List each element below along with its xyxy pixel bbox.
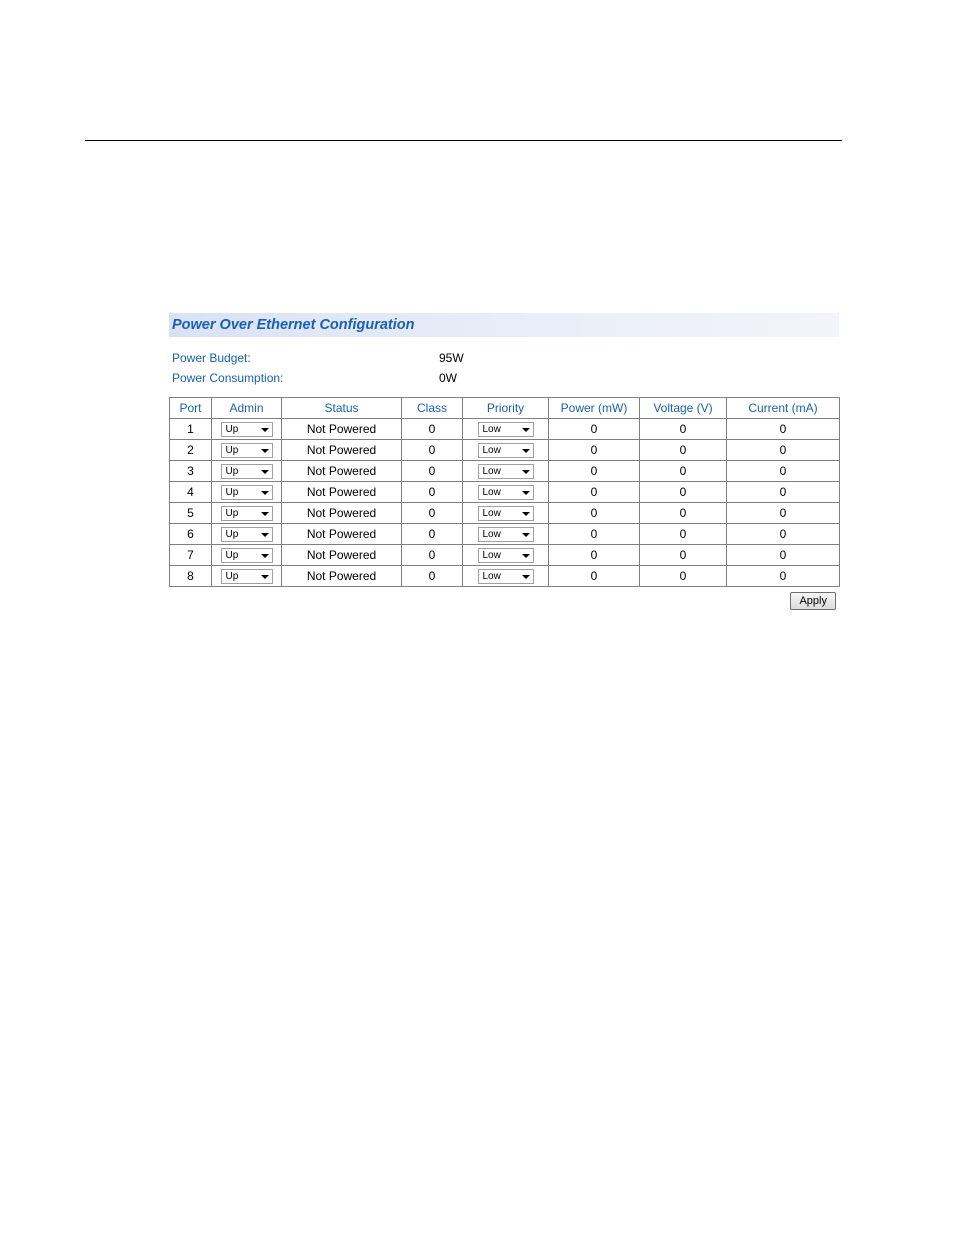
class-cell: 0 (402, 545, 463, 566)
poe-port-table (169, 397, 840, 587)
power-cell: 0 (549, 419, 640, 440)
status-cell: Not Powered (282, 503, 402, 524)
col-header-power: Power (mW) (549, 398, 640, 419)
power-cell: 0 (549, 503, 640, 524)
power-consumption-value: 0W (439, 371, 457, 385)
chevron-down-icon (261, 512, 269, 516)
admin-select[interactable] (221, 569, 273, 584)
admin-select-value: Up (225, 549, 239, 561)
admin-select[interactable] (221, 464, 273, 479)
priority-select-value: Low (482, 528, 501, 540)
power-cell: 0 (549, 545, 640, 566)
port-number: 3 (170, 461, 212, 482)
admin-select-value: Up (225, 528, 239, 540)
col-header-voltage: Voltage (V) (640, 398, 727, 419)
table-row (170, 482, 840, 503)
status-cell: Not Powered (282, 461, 402, 482)
priority-select[interactable] (478, 443, 534, 458)
col-header-port: Port (170, 398, 212, 419)
chevron-down-icon (522, 512, 530, 516)
col-header-current: Current (mA) (727, 398, 840, 419)
status-cell: Not Powered (282, 482, 402, 503)
power-cell: 0 (549, 524, 640, 545)
col-header-priority: Priority (463, 398, 549, 419)
priority-select-value: Low (482, 507, 501, 519)
chevron-down-icon (522, 491, 530, 495)
table-row (170, 566, 840, 587)
current-cell: 0 (727, 419, 840, 440)
power-consumption-row (169, 367, 839, 387)
current-cell: 0 (727, 566, 840, 587)
chevron-down-icon (522, 533, 530, 537)
chevron-down-icon (261, 428, 269, 432)
chevron-down-icon (522, 449, 530, 453)
current-cell: 0 (727, 503, 840, 524)
priority-select-value: Low (482, 423, 501, 435)
current-cell: 0 (727, 482, 840, 503)
power-budget-value: 95W (439, 351, 464, 365)
voltage-cell: 0 (640, 419, 727, 440)
chevron-down-icon (261, 491, 269, 495)
admin-select-value: Up (225, 570, 239, 582)
power-budget-label: Power Budget: (172, 351, 251, 365)
priority-select[interactable] (478, 569, 534, 584)
admin-select[interactable] (221, 548, 273, 563)
table-row (170, 524, 840, 545)
current-cell: 0 (727, 461, 840, 482)
priority-select-value: Low (482, 549, 501, 561)
power-cell: 0 (549, 566, 640, 587)
power-consumption-label: Power Consumption: (172, 371, 284, 385)
priority-select-value: Low (482, 570, 501, 582)
table-row (170, 545, 840, 566)
chevron-down-icon (261, 554, 269, 558)
table-row (170, 419, 840, 440)
admin-select-value: Up (225, 444, 239, 456)
priority-select-value: Low (482, 444, 501, 456)
table-header-row (170, 398, 840, 419)
class-cell: 0 (402, 461, 463, 482)
status-cell: Not Powered (282, 440, 402, 461)
admin-select[interactable] (221, 485, 273, 500)
port-number: 4 (170, 482, 212, 503)
power-cell: 0 (549, 482, 640, 503)
status-cell: Not Powered (282, 524, 402, 545)
poe-config-panel (169, 313, 839, 610)
priority-select[interactable] (478, 527, 534, 542)
chevron-down-icon (261, 470, 269, 474)
col-header-status: Status (282, 398, 402, 419)
table-row (170, 461, 840, 482)
class-cell: 0 (402, 482, 463, 503)
chevron-down-icon (522, 428, 530, 432)
priority-select[interactable] (478, 422, 534, 437)
status-cell: Not Powered (282, 545, 402, 566)
top-divider (85, 140, 842, 141)
table-row (170, 440, 840, 461)
voltage-cell: 0 (640, 566, 727, 587)
panel-header (169, 313, 839, 337)
voltage-cell: 0 (640, 461, 727, 482)
port-number: 5 (170, 503, 212, 524)
class-cell: 0 (402, 419, 463, 440)
admin-select[interactable] (221, 506, 273, 521)
admin-select[interactable] (221, 527, 273, 542)
priority-select-value: Low (482, 465, 501, 477)
admin-select-value: Up (225, 423, 239, 435)
power-cell: 0 (549, 461, 640, 482)
admin-select-value: Up (225, 486, 239, 498)
admin-select-value: Up (225, 465, 239, 477)
voltage-cell: 0 (640, 545, 727, 566)
port-number: 1 (170, 419, 212, 440)
chevron-down-icon (522, 554, 530, 558)
power-budget-row (169, 347, 839, 367)
priority-select[interactable] (478, 548, 534, 563)
priority-select[interactable] (478, 464, 534, 479)
voltage-cell: 0 (640, 503, 727, 524)
current-cell: 0 (727, 440, 840, 461)
chevron-down-icon (261, 575, 269, 579)
status-cell: Not Powered (282, 566, 402, 587)
priority-select[interactable] (478, 506, 534, 521)
class-cell: 0 (402, 566, 463, 587)
col-header-admin: Admin (212, 398, 282, 419)
admin-select-value: Up (225, 507, 239, 519)
voltage-cell: 0 (640, 482, 727, 503)
voltage-cell: 0 (640, 524, 727, 545)
chevron-down-icon (261, 449, 269, 453)
apply-button[interactable]: Apply (790, 592, 836, 610)
port-number: 6 (170, 524, 212, 545)
class-cell: 0 (402, 503, 463, 524)
class-cell: 0 (402, 440, 463, 461)
port-number: 8 (170, 566, 212, 587)
power-cell: 0 (549, 440, 640, 461)
voltage-cell: 0 (640, 440, 727, 461)
chevron-down-icon (261, 533, 269, 537)
col-header-class: Class (402, 398, 463, 419)
port-number: 2 (170, 440, 212, 461)
current-cell: 0 (727, 545, 840, 566)
admin-select[interactable] (221, 443, 273, 458)
admin-select[interactable] (221, 422, 273, 437)
chevron-down-icon (522, 575, 530, 579)
priority-select[interactable] (478, 485, 534, 500)
status-cell: Not Powered (282, 419, 402, 440)
priority-select-value: Low (482, 486, 501, 498)
page-title: Power Over Ethernet Configuration (172, 317, 415, 333)
chevron-down-icon (522, 470, 530, 474)
class-cell: 0 (402, 524, 463, 545)
port-number: 7 (170, 545, 212, 566)
current-cell: 0 (727, 524, 840, 545)
table-row (170, 503, 840, 524)
actions-bar (169, 591, 839, 610)
